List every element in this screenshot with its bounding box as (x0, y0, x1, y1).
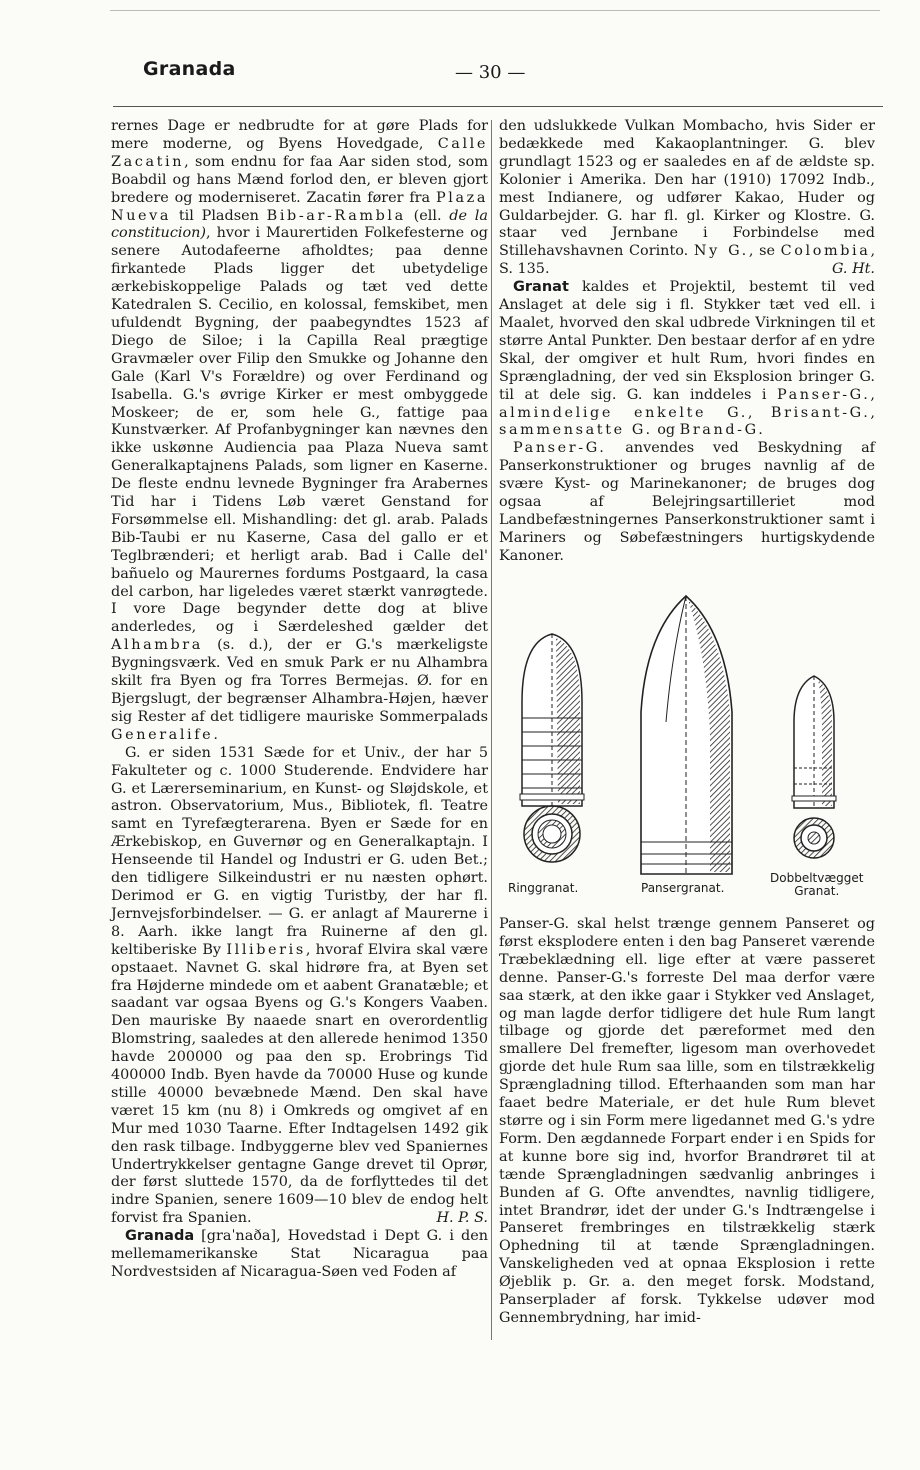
caption-pansergranat: Pansergranat. (641, 881, 725, 895)
column-divider (491, 120, 492, 1340)
caption-dobbeltvaegget-granat (770, 872, 863, 898)
grenade-types-figure (496, 592, 880, 902)
caption-dobbeltvaegget-line2: Granat. (794, 884, 840, 898)
caption-dobbeltvaegget-line1: Dobbeltvægget (770, 871, 864, 885)
paragraph-granada-university: G. er siden 1531 Sæde for et Univ., der har 5 Fakulteter og c. 1000 Studerende. Endvidere har G. et Lærerseminarium, en Kunst- og Sløjdskole, et astron. Observatorium, Mus., Bibliotek, fl. Teatre samt en Tyrefægterarena. Byen er Sæde for en Ærkebiskop, en Guvernør og en Generalkaptajn. I Henseende til Handel og Industri er G. uden Bet.; den tidligere Silkeindustri er nu næsten ophørt. Derimod er G. en vigtig Turistby, der har fl. Jernvejsforbindelser. — G. er anlagt af Maurerne i 8. Aarh. ikke langt fra Ruinerne af den gl. keltiberiske By Illiberis, hvoraf Elvira skal være opstaaet. Navnet G. skal hidrøre fra, at Byen set fra Højderne mindede om et aabent Granatæble; et saadant var ogsaa Byens og G.'s Kongers Vaaben. Den mauriske By naaede snart en overordentlig Blomstring, saaledes at den allerede henimod 1350 havde 200000 og paa den sp. Erobrings Tid 400000 Indb. Byen havde da 70000 Huse og kunde stille 40000 bevæbnede Mænd. Den skal have været 15 km (nu 8) i Omkreds og omgivet af en Mur med 1030 Taarne. Efter Indtagelsen 1492 gik den rask tilbage. Indbyggerne blev ved Spaniernes Undertrykkelser gentagne Gange drevet til Oprør, der først sluttede 1570, da de forflyttedes til det indre Spanien, senere 1609—10 blev de endog helt forvist fra Spanien. H. P. S. (111, 744, 488, 1227)
caption-ringgranat: Ringgranat. (508, 881, 579, 895)
right-column-bottom (499, 916, 875, 1328)
ringgranat-cross-section (524, 806, 580, 862)
header-rule (113, 106, 883, 107)
ringgranat-side-view (520, 634, 584, 806)
paragraph-granada-nicaragua-continued: den udslukkede Vulkan Mombacho, hvis Sider er bedækkede med Kakaoplantninger. G. blev grundlagt 1523 og er saaledes en af de ældste sp. Kolonier i Amerika. Den har (1910) 17092 Indb., mest Indianere, og udfører Kakao, Huder og Guldarbejder. G. har fl. gl. Kirker og Klostre. G. staar ved Jernbane i Forbindelse med Stillehavshavnen Corinto. Ny G., se Colombia, S. 135. G. Ht. (499, 118, 876, 278)
dobbeltvaegget-side-view (792, 676, 836, 808)
running-headword: Granada (143, 58, 236, 80)
dobbeltvaegget-cross-section (794, 818, 834, 858)
right-column-top (499, 118, 875, 566)
author-signature: G. Ht. (831, 261, 875, 278)
left-column (111, 118, 488, 1282)
paragraph-granada-city-continued: rernes Dage er nedbrudte for at gøre Plads for mere moderne, og Byens Hovedgade, Calle Zacatin, som endnu for faa Aar siden stod, som Boabdil og hans Mænd forlod den, er bleven gjort bredere og moderniseret. Zacatin fører fra Plaza Nueva til Pladsen Bib-ar-Rambla (ell. de la constitucion), hvor i Maurertiden Folkefesterne og senere Autodafeerne afholdtes; paa denne firkantede Plads ligger det ubetydelige ærkebiskoppelige Palads og tæt ved dette Katedralen S. Cecilio, en kolossal, femskibet, men ufuldendt Bygning, der paabegyndtes 1523 af Diego de Siloe; i la Capilla Real prægtige Gravmæler over Filip den Smukke og Johanne den Gale (Karl V's Forældre) og over Ferdinand og Isabella. G.'s øvrige Kirker er mest ombyggede Moskeer; de er, som hele G., fattige paa Kunstværker. Af Profanbygninger kan nævnes den ikke uskønne Audiencia paa Plaza Nueva samt Generalkaptajnens Palads, som ligner en Kaserne. De fleste endnu levnede Bygninger fra Arabernes Tid har i Tidens Løb været Genstand for Forsømmelse ell. Mishandling: det gl. arab. Palads Bib-Taubi er nu Kaserne, Casa del gallo er et Teglbrænderi; et herligt arab. Bad i Calle del' bañuelo og Maurernes fordums Postgaard, la casa del carbon, har ligeledes været stærkt vanrøgtede. I vore Dage begynder dette dog at blive anderledes, og i Særdeleshed gælder det Alhambra (s. d.), der er G.'s mærkeligste Bygningsværk. Ved en smuk Park er nu Alhambra skilt fra Byen og fra Torres Bermejas. Ø. for en Bjergslugt, der begrænser Alhambra-Højen, hæver sig Rester af det tidligere mauriske Sommerpalads Generalife. (111, 118, 488, 743)
author-signature: H. P. S. (436, 1210, 488, 1227)
pansergranat-side-view (641, 596, 732, 874)
paragraph-panser-granat-penetration: Panser-G. skal helst trænge gennem Panseret og først eksplodere enten i den bag Panseret værende Træbeklædning ell. lige efter at være passeret denne. Panser-G.'s forreste Del maa derfor være saa stærk, at den ikke gaar i Stykker ved Anslaget, og man lagde derfor tidligere det hule Rum langt tilbage og gjorde det pæreformet med den smallere Del fremefter, ligesom man overhovedet gjorde det hule Rum saa lille, som en tilstrækkelig Sprængladning tillod. Efterhaanden som man har faaet bedre Materiale, er det hule Rum blevet større og i sin Form mere ligedannet med G.'s ydre Form. Den ægdannede Forpart ender i en Spids for at kunne bore sig ind, hvorfor Brandrøret til at tænde Sprængladningen sædvanlig anbringes i Bunden af G. Ofte anvendtes, navnlig tidligere, intet Brandrør, idet der under G.'s Indtrængelse i Panseret frembringes en tilstrækkelig stærk Ophedning til at tænde Sprængladningen. Vanskeligheden ved at opnaa Eksplosion i rette Øjeblik p. Gr. a. den meget forsk. Modstand, Panserplader af forsk. Tykkelse udøver mod Gennembrydning, har imid- (499, 916, 875, 1326)
scan-top-edge (110, 10, 880, 11)
paragraph-panser-granat: Panser-G. anvendes ved Beskydning af Panserkonstruktioner og bruges navnlig af de svære Kyst- og Marinekanoner; de bruges dog ogsaa af Belejringsartilleriet mod Landbefæstningernes Panserkonstruktioner samt i Mariners og Søbefæstningers hurtigskydende Kanoner. (499, 440, 875, 564)
grenade-illustration (496, 592, 880, 902)
entry-granada-nicaragua: Granada [graˈnaða], Hovedstad i Dept G. i den mellemamerikanske Stat Nicaragua paa Nordvestsiden af Nicaragua-Søen ved Foden af (111, 1228, 488, 1280)
page-number: — 30 — (455, 62, 526, 83)
entry-granat: Granat kaldes et Projektil, bestemt til ved Anslaget at dele sig i fl. Stykker tæt ved ell. i Maalet, hvorved den skal udbrede Virkningen til et større Antal Punkter. Den bestaar derfor af en ydre Skal, der omgiver et hult Rum, hvori findes en Sprængladning, der ved sin Eksplosion bringer G. til at dele sig. G. kan inddeles i Panser-G., almindelige enkelte G., Brisant-G., sammensatte G. og Brand-G. (499, 279, 875, 439)
